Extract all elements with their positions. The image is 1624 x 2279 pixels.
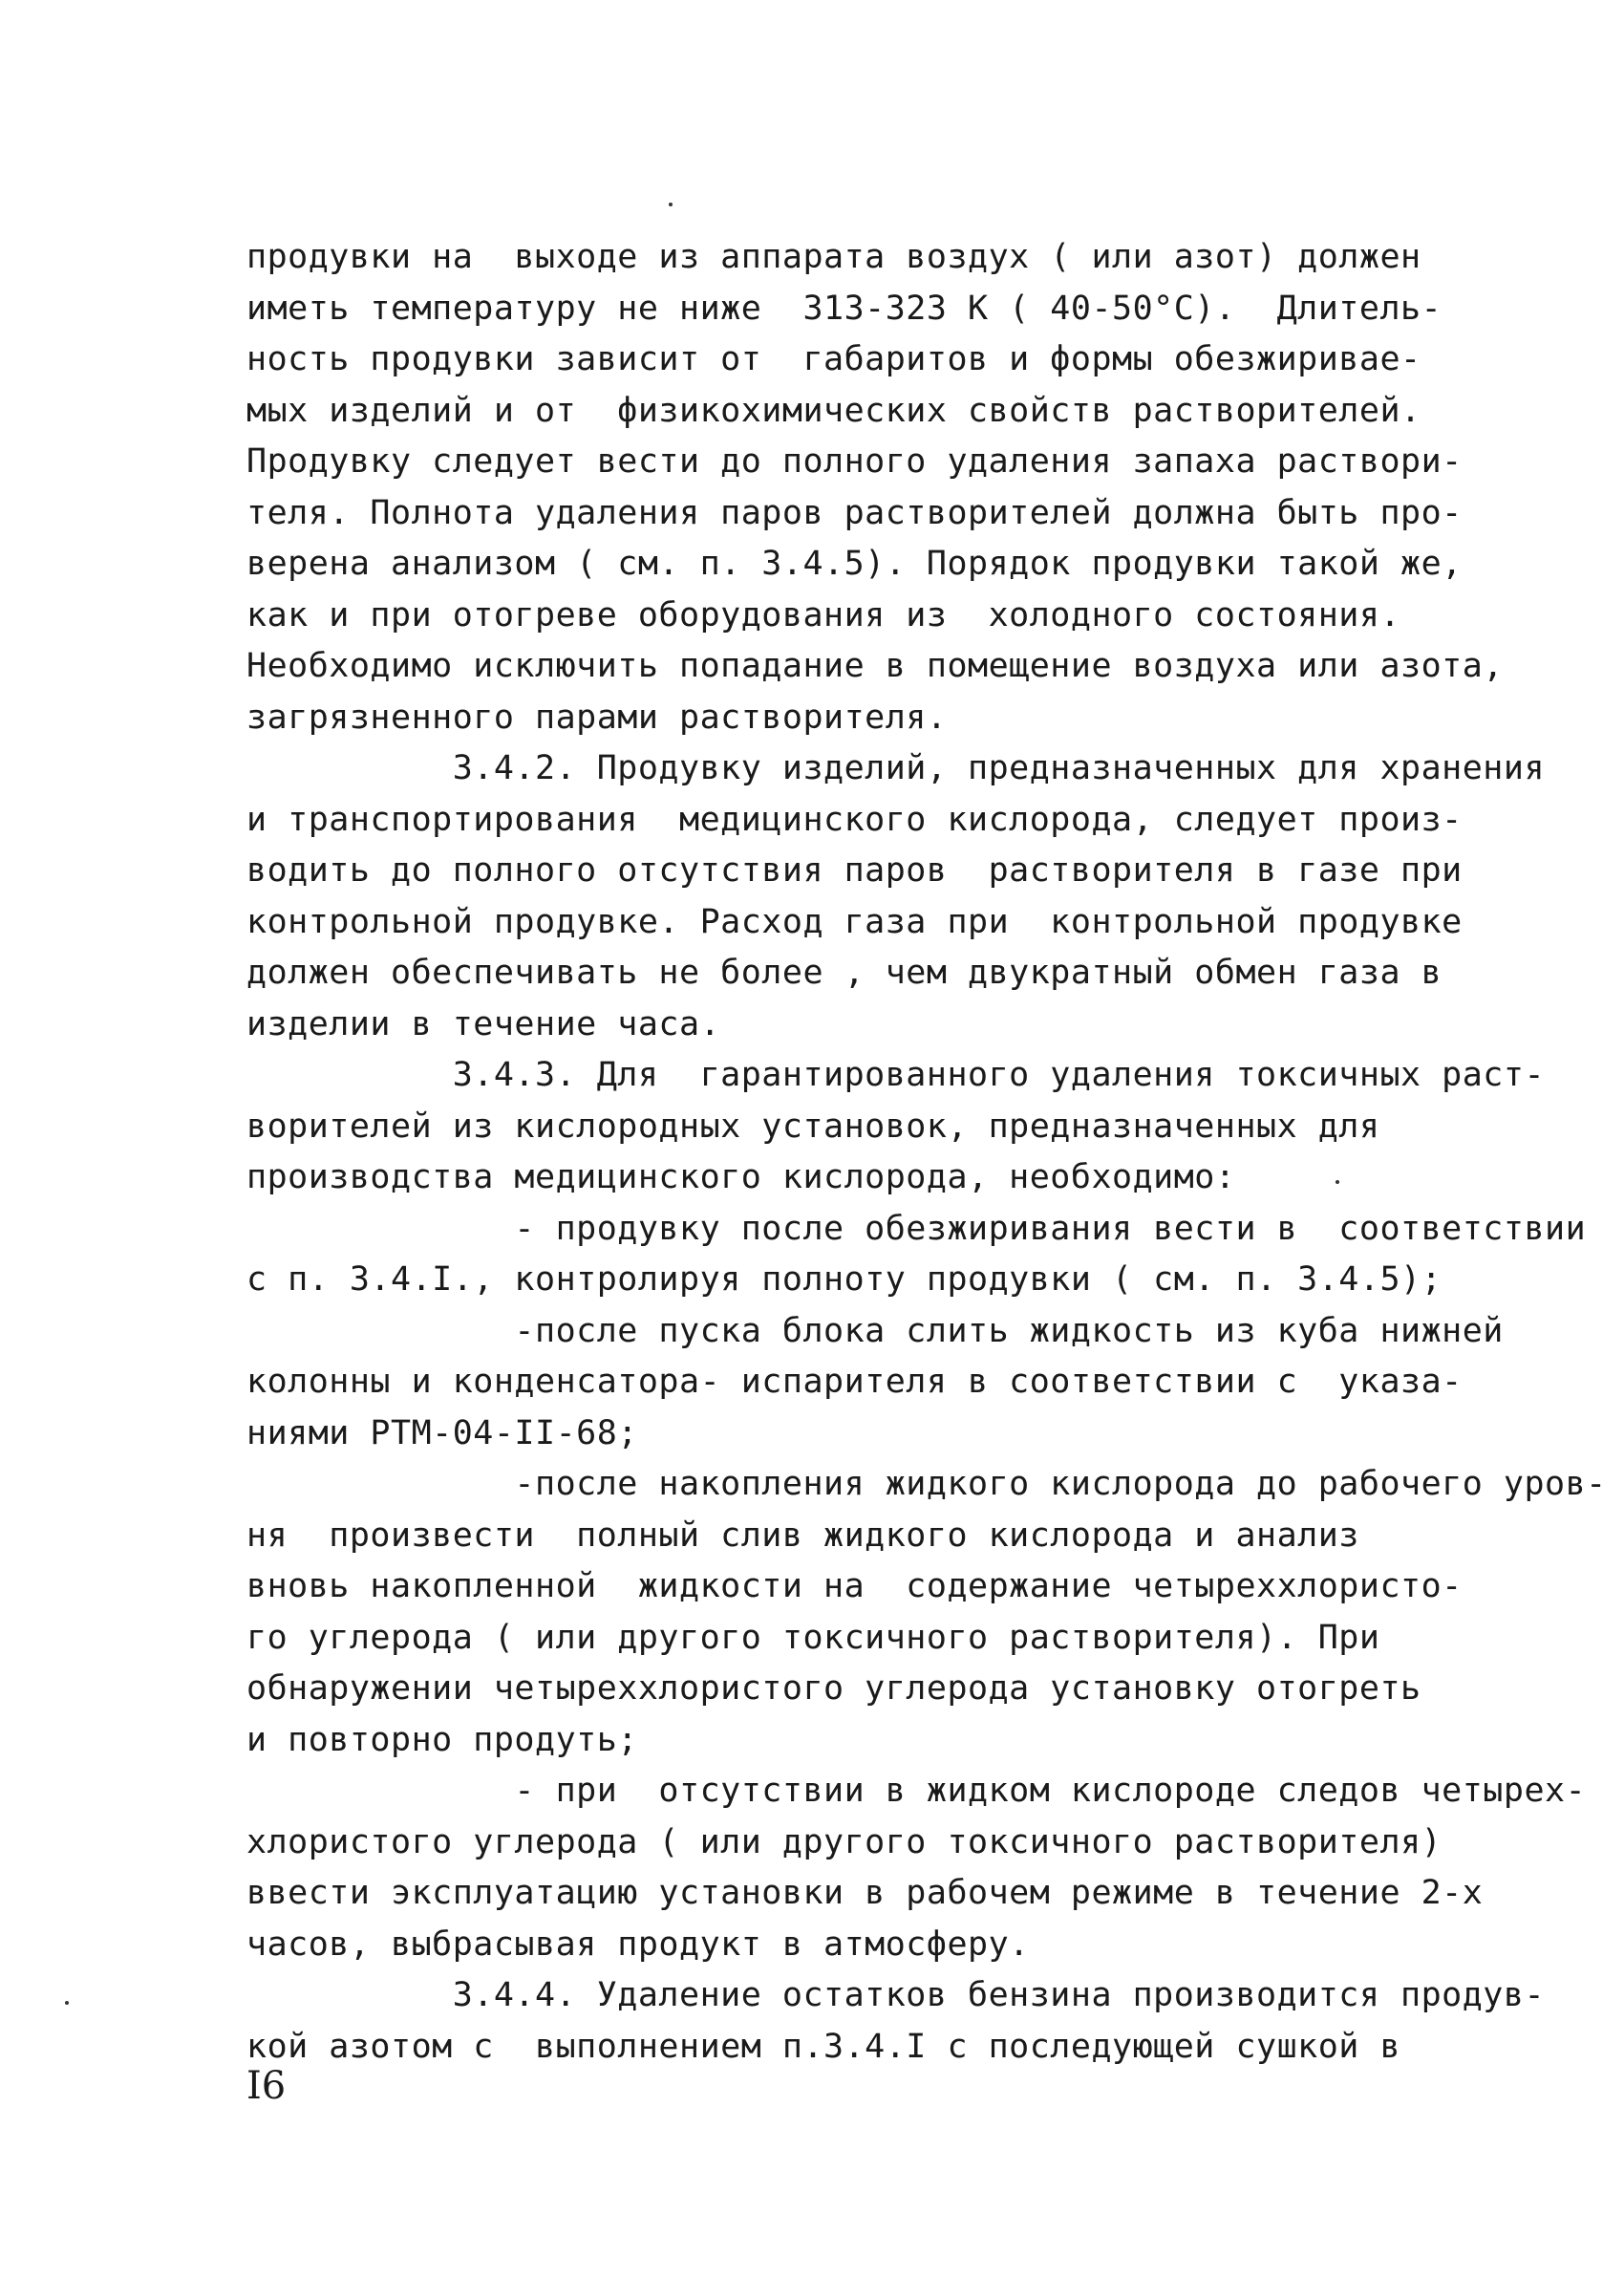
text-line: 3.4.4. Удаление остатков бензина производится продув-: [246, 1976, 1546, 2014]
text-line: обнаружении четыреххлористого углерода установку отогреть: [246, 1669, 1421, 1708]
text-line: производства медицинского кислорода, необходимо:: [246, 1158, 1236, 1196]
text-line: колонны и конденсатора- испарителя в соответствии с указа-: [246, 1363, 1463, 1401]
text-line: мых изделий и от физикохимических свойств растворителей.: [246, 391, 1421, 430]
body-text: [246, 232, 1607, 2073]
scan-speck: [669, 203, 673, 206]
text-line: - продувку после обезжиривания вести в соответствии: [246, 1209, 1587, 1248]
text-line: как и при отогреве оборудования из холодного состояния.: [246, 595, 1401, 634]
text-line: водить до полного отсутствия паров растворителя в газе при: [246, 851, 1463, 890]
text-line: загрязненного парами растворителя.: [246, 698, 948, 737]
text-line: продувки на выходе из аппарата воздух ( или азот) должен: [246, 238, 1421, 276]
text-line: го углерода ( или другого токсичного растворителя). При: [246, 1618, 1380, 1657]
text-line: и транспортирования медицинского кислорода, следует произ-: [246, 800, 1463, 839]
text-line: ность продувки зависит от габаритов и формы обезжириваe-: [246, 340, 1421, 378]
text-line: -после накопления жидкого кислорода до рабочего уров-: [246, 1465, 1607, 1503]
page-number: I6: [246, 2064, 287, 2108]
text-line: с п. 3.4.I., контролируя полноту продувки ( см. п. 3.4.5);: [246, 1260, 1442, 1299]
text-line: 3.4.2. Продувку изделий, предназначенных для хранения: [246, 749, 1546, 787]
text-line: Продувку следует вести до полного удаления запаха раствори-: [246, 442, 1463, 481]
text-line: часов, выбрасывая продукт в атмосферу.: [246, 1924, 1030, 1964]
text-line: должен обеспечивать не более , чем двукратный обмен газа в: [246, 954, 1442, 992]
text-line: ввести эксплуатацию установки в рабочем режиме в течение 2-х: [246, 1874, 1484, 1912]
text-line: контрольной продувке. Расход газа при контрольной продувке: [246, 902, 1463, 941]
text-line: Необходимо исключить попадание в помещение воздуха или азота,: [246, 647, 1504, 685]
text-line: кой азотом с выполнением п.3.4.I с последующей сушкой в: [246, 2027, 1401, 2066]
text-line: -после пуска блока слить жидкость из куба нижней: [246, 1311, 1504, 1350]
text-line: иметь температуру не ниже 313-323 К ( 40-50°С). Длитель-: [246, 289, 1442, 328]
text-line: - при отсутствии в жидком кислороде следов четырех-: [246, 1772, 1587, 1810]
text-line: и повторно продуть;: [246, 1720, 638, 1759]
text-line: ня произвести полный слив жидкого кислорода и анализ: [246, 1516, 1359, 1555]
scan-speck: [1336, 1180, 1339, 1184]
text-line: верена анализом ( см. п. 3.4.5). Порядок продувки такой же,: [246, 545, 1463, 583]
text-line: изделии в течение часа.: [246, 1004, 721, 1043]
text-line: вновь накопленной жидкости на содержание четыреххлористо-: [246, 1567, 1463, 1605]
text-line: хлористого углерода ( или другого токсичного растворителя): [246, 1822, 1442, 1861]
scan-speck: [65, 2001, 69, 2005]
text-line: теля. Полнота удаления паров растворителей должна быть про-: [246, 493, 1463, 532]
text-line: ворителей из кислородных установок, предназначенных для: [246, 1107, 1380, 1146]
text-line: 3.4.3. Для гарантированного удаления токсичных раст-: [246, 1056, 1546, 1094]
text-line: ниями РТМ-04-II-68;: [246, 1413, 638, 1452]
